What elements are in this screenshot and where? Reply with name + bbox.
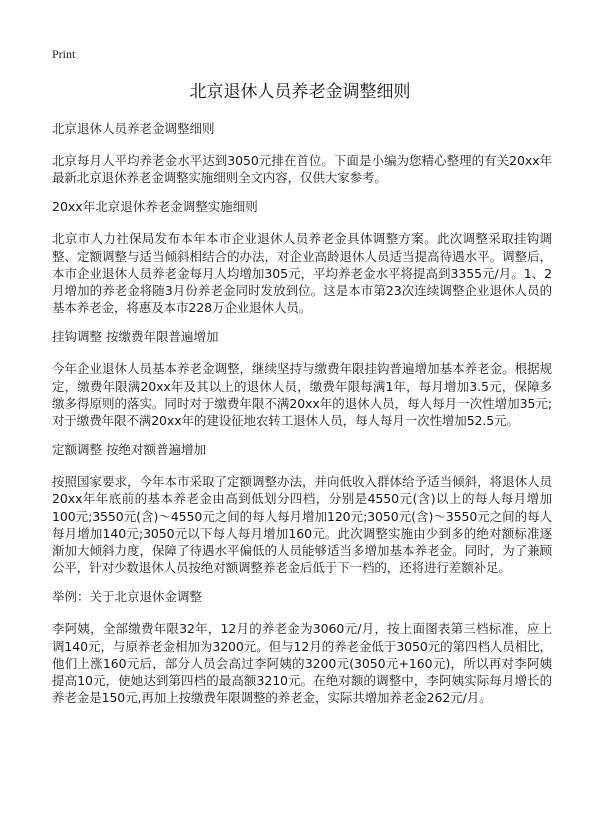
section-heading: 20xx年北京退休养老金调整实施细则 (52, 199, 258, 215)
section-paragraph: 李阿姨，全部缴费年限32年，12月的养老金为3060元/月，按上面图表第三档标准，应上调140元，与原养老金相加为3200元。但与12月的养老金低于3050元的第四档人员相比，他们上涨160元后，部分人员会高过李阿姨的3200元(3050元+160元)，所以再对李阿姨提高10元，使她达到第四档的最高额3210元。在绝对额的调整中，李阿姨实际每月增长的养老金是150元,再加上按缴费年限调整的养老金，实际共增加养老金262元/月。 (52, 621, 552, 706)
section-heading: 挂钩调整 按缴费年限普遍增加 (52, 329, 219, 345)
section-heading: 北京退休人员养老金调整细则 (52, 121, 215, 136)
section-implementation (52, 198, 552, 316)
section-linked-adjustment (52, 328, 552, 429)
section-heading: 定额调整 按绝对额普遍增加 (52, 442, 206, 458)
section-paragraph: 今年企业退休人员基本养老金调整，继续坚持与缴费年限挂钩普遍增加基本养老金。根据规定，缴费年限满20xx年及其以上的退休人员，缴费年限每满1年，每月增加3.5元，保障多缴多得原则的落实。同时对于缴费年限不满20xx年的退休人员，每人每月一次性增加35元;对于缴费年限不满20xx年的建设征地农转工退休人员，每人每月一次性增加52.5元。 (52, 361, 552, 429)
section-fixed-adjustment (52, 441, 552, 576)
document-title: 北京退休人员养老金调整细则 (189, 82, 411, 102)
section-paragraph: 北京市人力社保局发布本年本市企业退休人员养老金具体调整方案。此次调整采取挂钩调整、定额调整与适当倾斜相结合的办法，对企业高龄退休人员适当提高待遇水平。调整后，本市企业退休人员养老金每月人均增加305元，平均养老金水平将提高到3355元/月。1、2月增加的养老金将随3月份养老金同时发放到位。这是本市第23次连续调整企业退休人员的基本养老金，将惠及本市228万企业退休人员。 (52, 231, 552, 316)
document-body (52, 120, 552, 718)
section-paragraph: 北京每月人平均养老金水平达到3050元排在首位。下面是小编为您精心整理的有关20xx年最新北京退休养老金调整实施细则全文内容，仅供大家参考。 (52, 153, 552, 186)
section-example (52, 588, 552, 706)
section-heading: 举例：关于北京退休金调整 (52, 589, 203, 605)
print-label: Print (52, 47, 76, 61)
section-paragraph: 按照国家要求，今年本市采取了定额调整办法，并向低收入群体给予适当倾斜，将退休人员20xx年年底前的基本养老金由高到低划分四档，分别是4550元(含)以上的每人每月增加100元;3550元(含)～4550元之间的每人每月增加120元;3050元(含)～3550元之间的每人每月增加140元;3050元以下每人每月增加160元。此次调整实施由少到多的绝对额标准逐渐加大倾斜力度，保障了待遇水平偏低的人员能够适当多增加基本养老金。同时，为了兼顾公平，针对少数退休人员按绝对额调整养老金后低于下一档的，还将进行差额补足。 (52, 474, 552, 576)
section-intro (52, 120, 552, 186)
